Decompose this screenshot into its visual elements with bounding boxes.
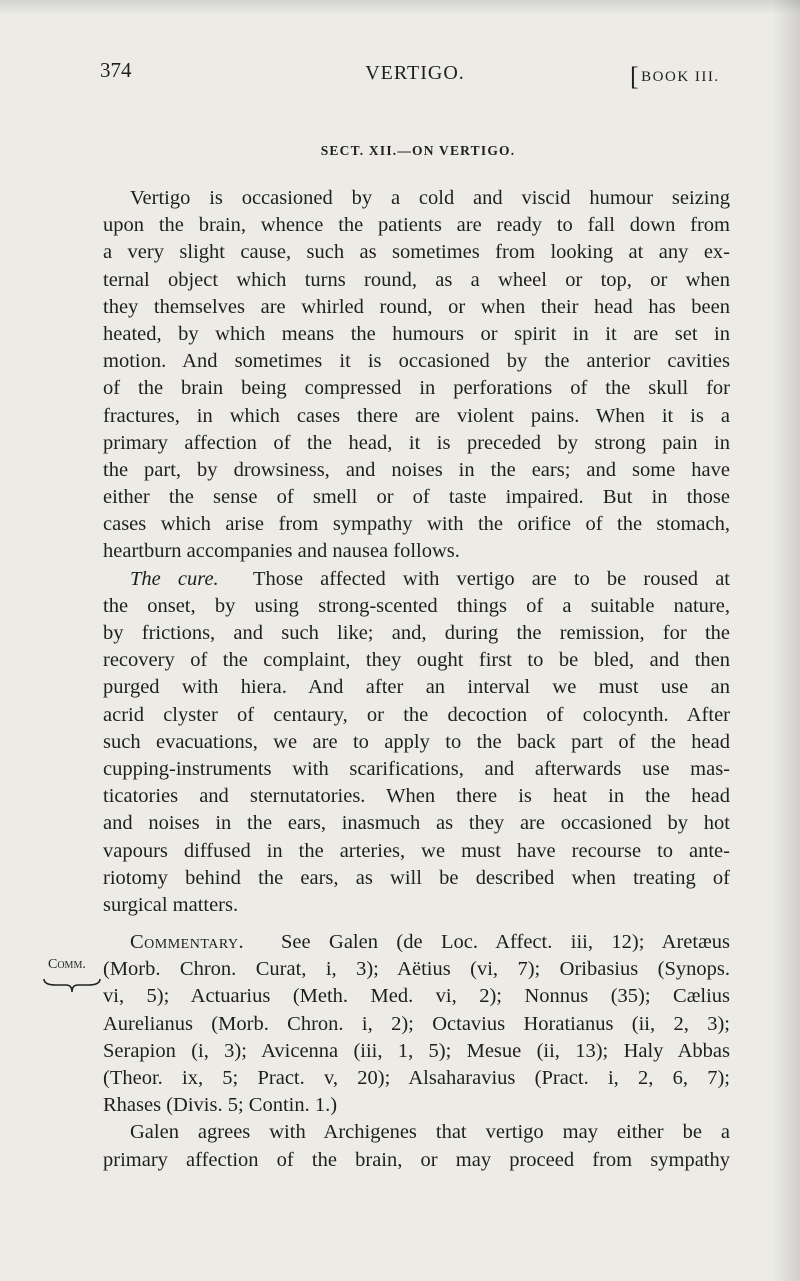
text-line: motion. And sometimes it is occasioned by the anterior cavities (103, 350, 730, 373)
text-line: primary affection of the head, it is preceded by strong pain in (103, 431, 730, 454)
body-text (103, 185, 730, 1174)
text-line: Aurelianus (Morb. Chron. i, 2); Octavius Horatianus (ii, 2, 3); (103, 1012, 730, 1035)
text-line: ticatories and sternutatories. When there is heat in the head (103, 785, 730, 808)
text-line: recovery of the complaint, they ought first to be bled, and then (103, 649, 730, 672)
book-label: BOOK III. (641, 69, 720, 85)
horizontal-brace-icon (42, 976, 102, 994)
text-line: Serapion (i, 3); Avicenna (iii, 1, 5); Mesue (ii, 13); Haly Abbas (103, 1039, 730, 1062)
text-line: (Theor. ix, 5; Pract. v, 20); Alsaharavius (Pract. i, 2, 6, 7); (103, 1067, 730, 1089)
text-line: cupping-instruments with scarifications, and afterwards use mas- (103, 757, 730, 780)
text-line: upon the brain, whence the patients are ready to fall down from (103, 214, 730, 237)
book-bracket: [ (630, 62, 641, 91)
book-reference (630, 62, 720, 92)
text-line (103, 566, 730, 593)
text-line: heartburn accompanies and nausea follows. (103, 540, 460, 563)
text-line: Rhases (Divis. 5; Contin. 1.) (103, 1094, 338, 1117)
text-line: the part, by drowsiness, and noises in the ears; and some have (103, 458, 730, 481)
text-line: of the brain being compressed in perforations of the skull for (103, 377, 730, 400)
text-line: surgical matters. (103, 893, 239, 916)
text-line: ternal object which turns round, as a wheel or top, or when (103, 268, 730, 291)
text-line: either the sense of smell or of taste impaired. But in those (103, 486, 730, 509)
page-gutter-shadow (772, 0, 800, 1281)
text-line: Vertigo is occasioned by a cold and viscid humour seizing (130, 187, 730, 209)
text-line: the onset, by using strong-scented things of a suitable nature, (103, 594, 730, 617)
text-line: fractures, in which cases there are violent pains. When it is a (103, 404, 730, 427)
section-heading: SECT. XII.—ON VERTIGO. (320, 143, 516, 158)
cure-lead: The cure. (130, 567, 219, 590)
text-line: they themselves are whirled round, or when their head has been (103, 295, 730, 318)
text-line: purged with hiera. And after an interval we must use an (103, 676, 730, 699)
text-line: by frictions, and such like; and, during the remission, for the (103, 622, 730, 644)
text-line: riotomy behind the ears, as will be described when treating of (103, 866, 730, 889)
cure-first-line: Those affected with vertigo are to be roused at (252, 567, 730, 590)
page-number: 374 (100, 58, 132, 82)
text-line: cases which arise from sympathy with the orifice of the stomach, (103, 513, 730, 536)
running-title: VERTIGO. (365, 62, 465, 84)
text-line: a very slight cause, such as sometimes from looking at any ex- (103, 241, 730, 264)
text-line: Galen agrees with Archigenes that vertigo may either be a (130, 1121, 730, 1144)
text-line: vi, 5); Actuarius (Meth. Med. vi, 2); Nonnus (35); Cælius (103, 985, 730, 1008)
text-line: heated, by which means the humours or spirit in it are set in (103, 322, 730, 345)
text-line: (Morb. Chron. Curat, i, 3); Aëtius (vi, 7); Oribasius (Synops. (103, 958, 730, 981)
text-line: such evacuations, we are to apply to the back part of the head (103, 730, 730, 753)
text-line: vapours diffused in the arteries, we must have recourse to ante- (103, 839, 730, 862)
page-top-shadow (0, 0, 800, 14)
margin-note: Comm. (48, 957, 86, 972)
text-line: and noises in the ears, inasmuch as they are occasioned by hot (103, 812, 730, 835)
running-head (0, 58, 800, 98)
text-line: acrid clyster of centaury, or the decoction of colocynth. After (103, 703, 730, 726)
commentary-lead: Commentary. (130, 931, 245, 954)
commentary-first-line: See Galen (de Loc. Affect. iii, 12); Aretæus (281, 931, 730, 954)
text-line (103, 929, 730, 956)
paragraph-gap (103, 919, 730, 929)
text-line: primary affection of the brain, or may proceed from sympathy (103, 1148, 730, 1171)
